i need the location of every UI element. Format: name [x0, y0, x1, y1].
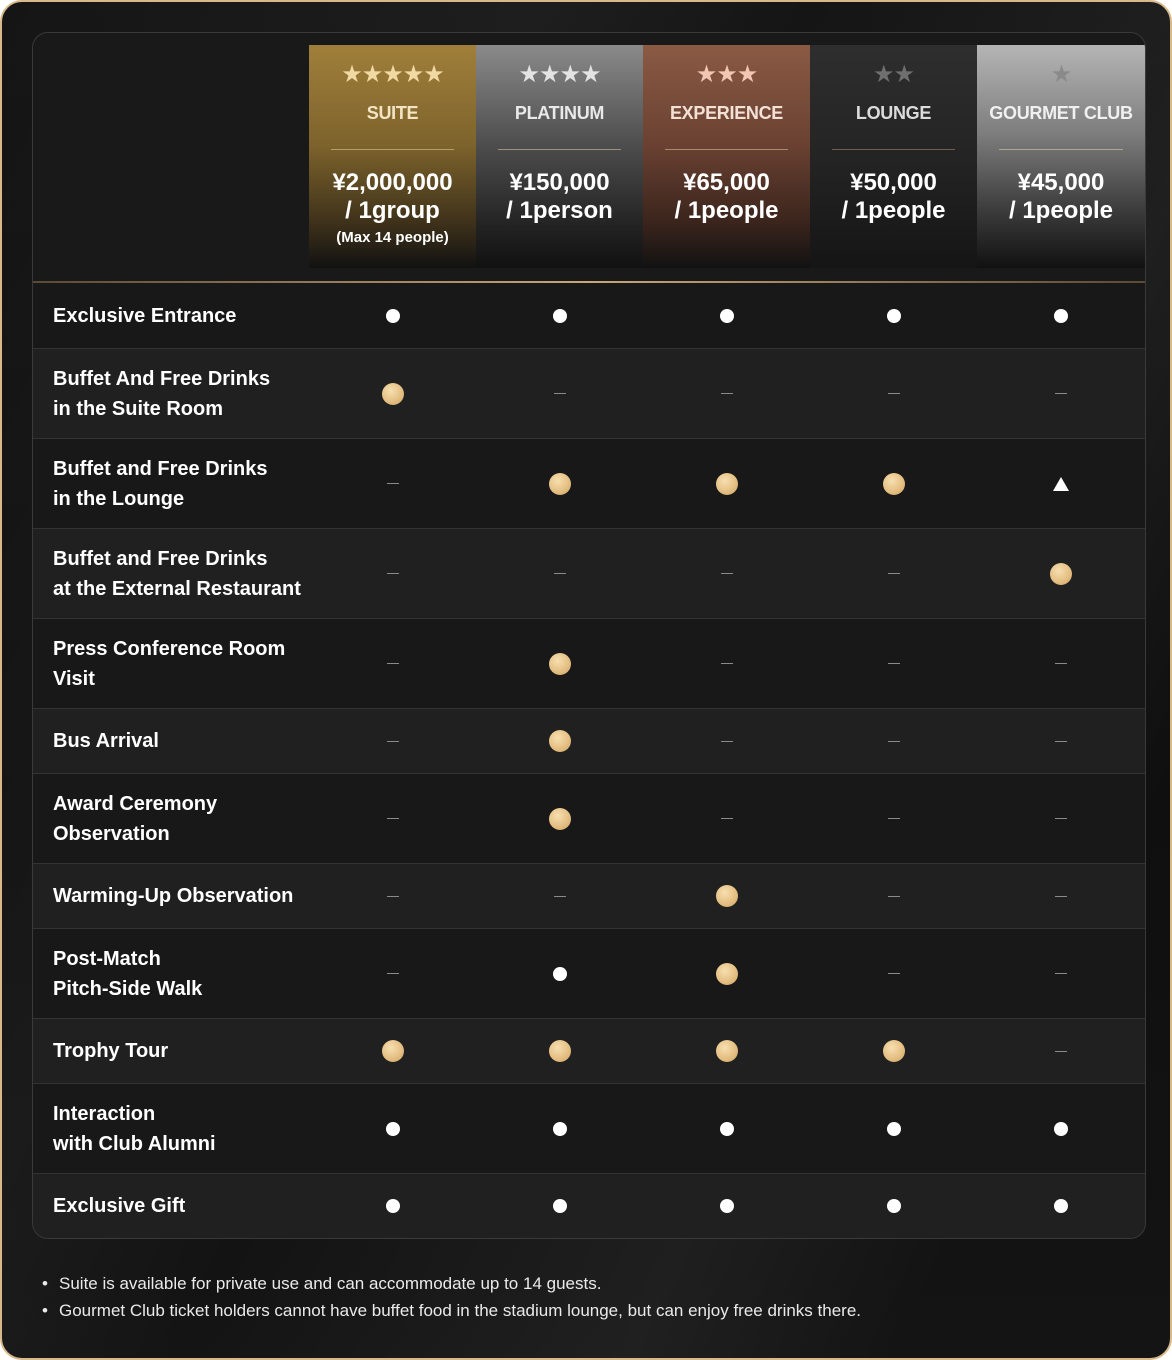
included-dot-icon — [553, 1199, 567, 1213]
not-included-dash-icon — [387, 573, 399, 574]
tier-cell — [309, 301, 476, 331]
tier-cell — [476, 649, 643, 679]
benefit-dot-icon — [382, 383, 404, 405]
tier-cell — [977, 881, 1144, 911]
feature-label: Award Ceremony Observation — [53, 792, 218, 845]
tier-price: ¥2,000,000 — [332, 169, 453, 196]
feature-label: Buffet And Free Drinks in the Suite Room — [53, 367, 271, 420]
tier-name: GOURMET CLUB — [989, 103, 1133, 123]
tier-cell — [309, 1114, 476, 1144]
feature-label: Press Conference Room Visit — [53, 637, 286, 690]
tier-cell — [810, 1036, 977, 1066]
benefit-dot-icon — [883, 1040, 905, 1062]
not-included-dash-icon — [888, 741, 900, 742]
tier-cell — [977, 1036, 1144, 1066]
included-dot-icon — [887, 1199, 901, 1213]
included-dot-icon — [887, 309, 901, 323]
table-header — [33, 33, 1145, 283]
included-dot-icon — [1054, 309, 1068, 323]
tier-experience — [643, 45, 810, 268]
table-row — [33, 863, 1145, 928]
tier-cell — [309, 881, 476, 911]
not-included-dash-icon — [721, 573, 733, 574]
not-included-dash-icon — [888, 573, 900, 574]
rating-stars-icon: ★★ — [872, 60, 915, 88]
footnote-item — [42, 1297, 1142, 1324]
tier-cell — [643, 379, 810, 409]
not-included-dash-icon — [387, 663, 399, 664]
benefit-dot-icon — [716, 963, 738, 985]
tier-cell — [810, 379, 977, 409]
not-included-dash-icon — [554, 393, 566, 394]
table-row — [33, 283, 1145, 348]
tier-cell — [643, 959, 810, 989]
tier-cell — [309, 804, 476, 834]
benefit-dot-icon — [716, 1040, 738, 1062]
not-included-dash-icon — [387, 483, 399, 484]
footnote-item — [42, 1270, 1142, 1297]
tier-cell — [643, 1191, 810, 1221]
tier-price: ¥50,000 — [850, 169, 937, 196]
not-included-dash-icon — [721, 663, 733, 664]
rating-stars-icon: ★★★★ — [518, 60, 601, 88]
tier-name: SUITE — [366, 103, 419, 123]
tier-cell — [476, 1191, 643, 1221]
not-included-dash-icon — [554, 573, 566, 574]
not-included-dash-icon — [888, 663, 900, 664]
tier-cell — [810, 649, 977, 679]
tier-cell — [643, 649, 810, 679]
feature-label: Exclusive Entrance — [53, 304, 237, 327]
tier-gourmet-club — [977, 45, 1145, 268]
feature-label: Exclusive Gift — [53, 1195, 186, 1217]
tier-unit: / 1person — [506, 197, 613, 224]
not-included-dash-icon — [387, 896, 399, 897]
tier-cell — [977, 559, 1144, 589]
included-dot-icon — [553, 309, 567, 323]
rating-stars-icon: ★ — [1050, 60, 1072, 88]
feature-label: Warming-Up Observation — [53, 885, 294, 907]
not-included-dash-icon — [1055, 818, 1067, 819]
included-dot-icon — [386, 1199, 400, 1213]
tier-cell — [643, 301, 810, 331]
tier-cell — [977, 804, 1144, 834]
feature-label: Interaction with Club Alumni — [53, 1102, 216, 1155]
tier-cell — [643, 804, 810, 834]
not-included-dash-icon — [387, 973, 399, 974]
feature-label: Buffet and Free Drinks at the External Restaurant — [53, 547, 301, 600]
footnote-text: Suite is available for private use and can accommodate up to 14 guests. — [59, 1274, 602, 1293]
tier-suite — [309, 45, 476, 268]
tier-price: ¥65,000 — [683, 169, 770, 196]
benefit-dot-icon — [382, 1040, 404, 1062]
not-included-dash-icon — [888, 896, 900, 897]
tier-cell — [810, 301, 977, 331]
not-included-dash-icon — [1055, 393, 1067, 394]
tier-name: EXPERIENCE — [669, 103, 784, 123]
not-included-dash-icon — [1055, 896, 1067, 897]
tier-unit: / 1people — [674, 197, 779, 224]
not-included-dash-icon — [721, 393, 733, 394]
table-row — [33, 928, 1145, 1018]
bullet-icon: • — [42, 1301, 48, 1320]
tier-cell — [643, 1036, 810, 1066]
tier-cell — [977, 649, 1144, 679]
tier-lounge — [810, 45, 977, 268]
tier-platinum — [476, 45, 643, 268]
not-included-dash-icon — [888, 818, 900, 819]
tier-cell — [309, 726, 476, 756]
divider — [999, 149, 1123, 150]
table-row — [33, 773, 1145, 863]
benefit-dot-icon — [549, 730, 571, 752]
tier-cell — [810, 881, 977, 911]
table-row — [33, 1018, 1145, 1083]
tier-unit: / 1people — [841, 197, 946, 224]
tier-cell — [309, 379, 476, 409]
tier-name: PLATINUM — [514, 103, 605, 123]
tier-cell — [977, 379, 1144, 409]
tier-cell — [643, 559, 810, 589]
bullet-icon: • — [42, 1274, 48, 1293]
tier-price: ¥150,000 — [509, 169, 610, 196]
included-dot-icon — [1054, 1199, 1068, 1213]
table-row — [33, 618, 1145, 708]
tier-cell — [977, 469, 1144, 499]
not-included-dash-icon — [888, 973, 900, 974]
not-included-dash-icon — [1055, 1051, 1067, 1052]
not-included-dash-icon — [1055, 741, 1067, 742]
table-row — [33, 348, 1145, 438]
tier-cell — [810, 559, 977, 589]
tier-unit: / 1group — [345, 197, 440, 224]
tier-price: ¥45,000 — [1017, 169, 1105, 196]
tier-cell — [977, 959, 1144, 989]
tier-cell — [476, 1114, 643, 1144]
table-row — [33, 1083, 1145, 1173]
tier-cell — [810, 469, 977, 499]
benefit-dot-icon — [549, 473, 571, 495]
divider — [832, 149, 955, 150]
tier-cell — [643, 1114, 810, 1144]
not-included-dash-icon — [554, 896, 566, 897]
tier-cell — [977, 301, 1144, 331]
tier-cell — [810, 959, 977, 989]
divider — [331, 149, 454, 150]
tier-cell — [977, 1114, 1144, 1144]
tier-cell — [476, 726, 643, 756]
tier-cell — [309, 1191, 476, 1221]
not-included-dash-icon — [1055, 663, 1067, 664]
tier-cell — [643, 726, 810, 756]
footnote-text: Gourmet Club ticket holders cannot have buffet food in the stadium lounge, but can enjoy free drinks there. — [59, 1301, 861, 1320]
tier-cell — [476, 959, 643, 989]
benefit-dot-icon — [883, 473, 905, 495]
footnotes — [42, 1270, 1142, 1324]
feature-label: Post-Match Pitch-Side Walk — [53, 947, 203, 1000]
tier-cell — [309, 959, 476, 989]
rating-stars-icon: ★★★ — [695, 60, 758, 88]
benefit-dot-icon — [549, 653, 571, 675]
tier-name: LOUNGE — [855, 103, 932, 123]
included-dot-icon — [887, 1122, 901, 1136]
tier-cell — [476, 469, 643, 499]
tier-cell — [977, 1191, 1144, 1221]
feature-label: Buffet and Free Drinks in the Lounge — [53, 457, 268, 510]
included-dot-icon — [720, 309, 734, 323]
tier-cell — [309, 1036, 476, 1066]
table-row — [33, 1173, 1145, 1238]
tier-cell — [810, 804, 977, 834]
feature-label: Bus Arrival — [53, 730, 159, 752]
included-dot-icon — [553, 1122, 567, 1136]
table-row — [33, 438, 1145, 528]
tier-cell — [476, 1036, 643, 1066]
tier-cell — [309, 649, 476, 679]
tier-cell — [810, 726, 977, 756]
included-dot-icon — [1054, 1122, 1068, 1136]
table-row — [33, 528, 1145, 618]
tier-cell — [476, 379, 643, 409]
benefit-dot-icon — [716, 473, 738, 495]
partial-triangle-icon — [1053, 477, 1069, 491]
included-dot-icon — [386, 1122, 400, 1136]
benefit-dot-icon — [549, 1040, 571, 1062]
tier-cell — [810, 1114, 977, 1144]
not-included-dash-icon — [1055, 973, 1067, 974]
not-included-dash-icon — [721, 818, 733, 819]
not-included-dash-icon — [387, 741, 399, 742]
divider — [498, 149, 621, 150]
included-dot-icon — [720, 1199, 734, 1213]
included-dot-icon — [386, 309, 400, 323]
tier-comparison-table — [32, 32, 1146, 1239]
benefit-dot-icon — [1050, 563, 1072, 585]
tier-cell — [309, 559, 476, 589]
tier-cell — [476, 881, 643, 911]
tier-note: (Max 14 people) — [336, 229, 449, 246]
tier-cell — [977, 726, 1144, 756]
included-dot-icon — [720, 1122, 734, 1136]
benefit-dot-icon — [716, 885, 738, 907]
divider — [665, 149, 788, 150]
benefit-dot-icon — [549, 808, 571, 830]
not-included-dash-icon — [721, 741, 733, 742]
tier-cell — [476, 559, 643, 589]
feature-label: Trophy Tour — [53, 1040, 169, 1062]
rating-stars-icon: ★★★★★ — [341, 60, 444, 88]
tier-cell — [810, 1191, 977, 1221]
not-included-dash-icon — [888, 393, 900, 394]
included-dot-icon — [553, 967, 567, 981]
tier-cell — [643, 469, 810, 499]
tier-cell — [309, 469, 476, 499]
tier-cell — [643, 881, 810, 911]
tier-cell — [476, 804, 643, 834]
tier-unit: / 1people — [1008, 197, 1114, 224]
not-included-dash-icon — [387, 818, 399, 819]
tier-cell — [476, 301, 643, 331]
table-row — [33, 708, 1145, 773]
